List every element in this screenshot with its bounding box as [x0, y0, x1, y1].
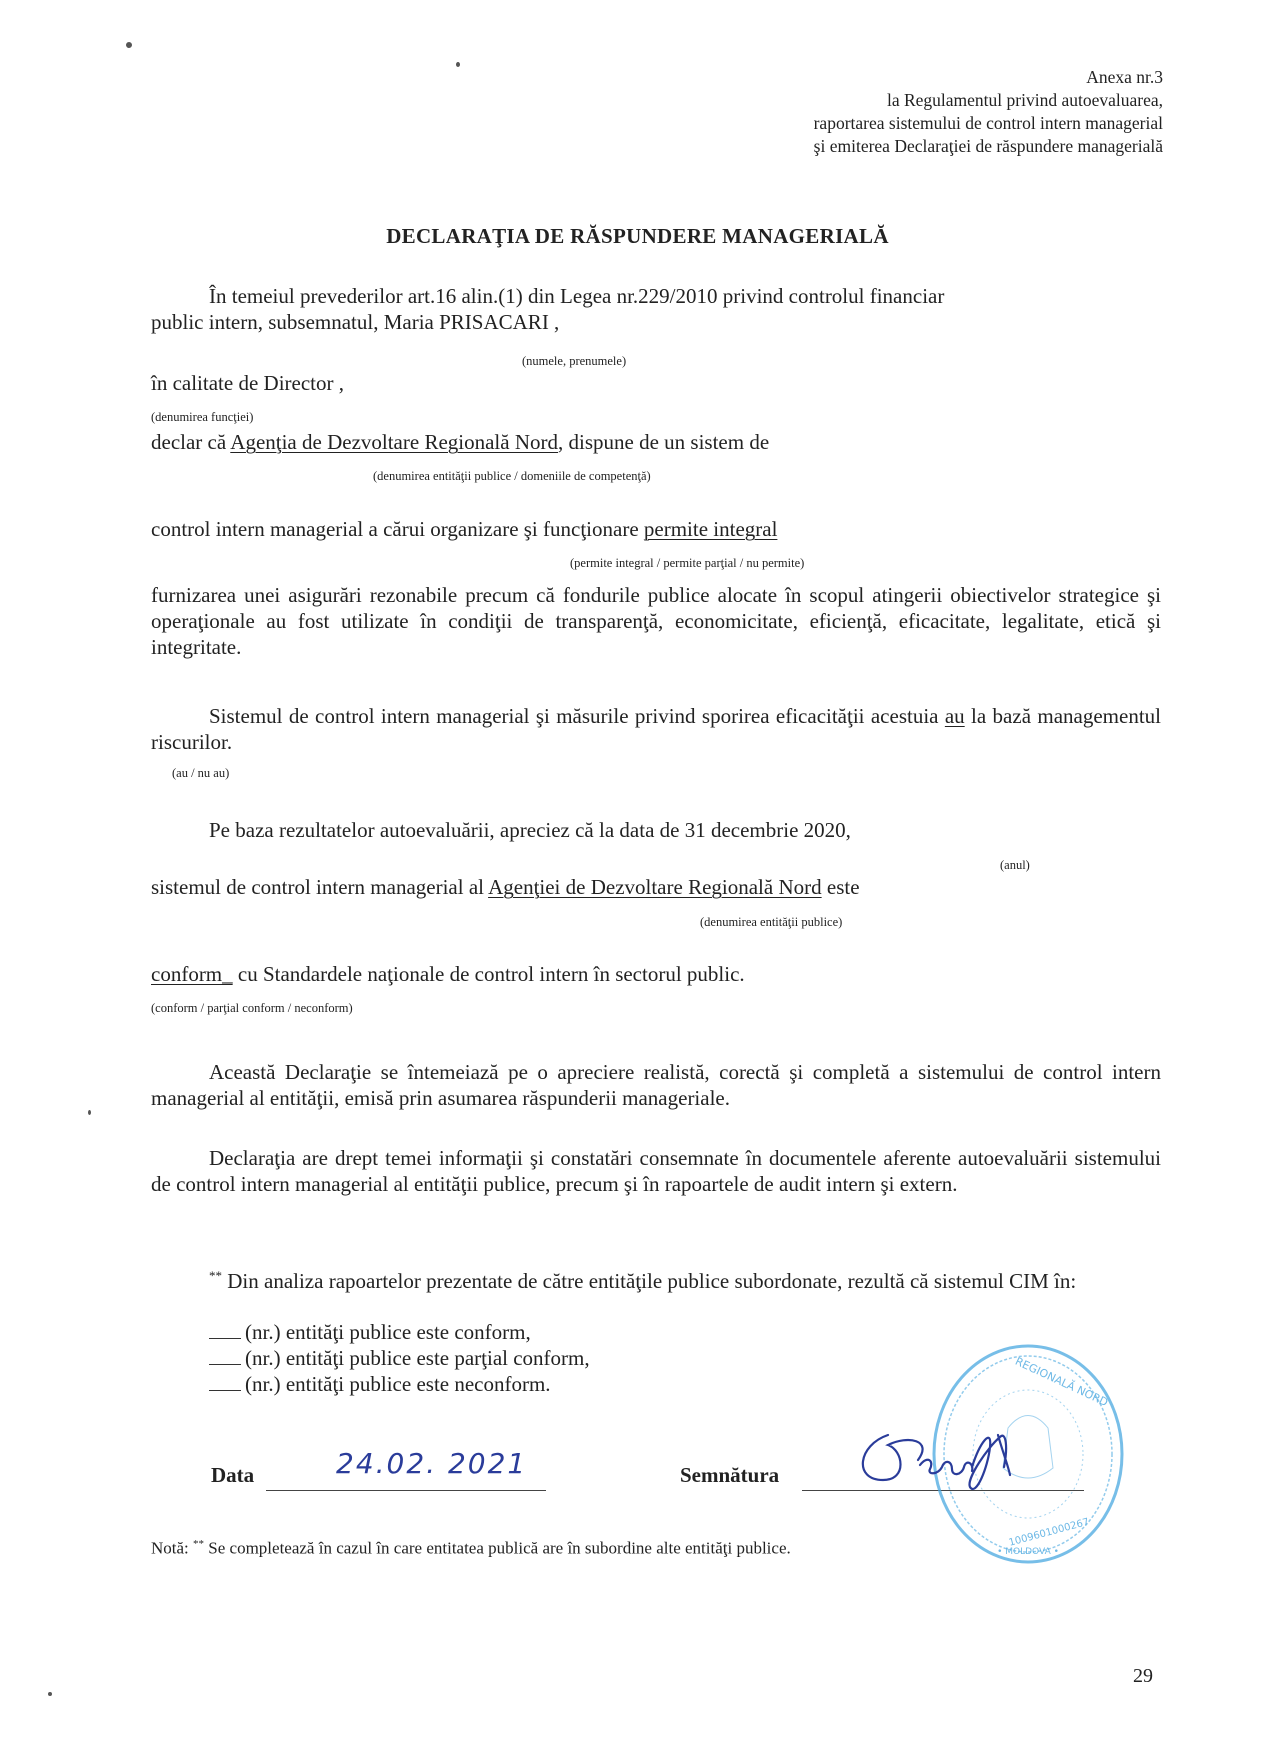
count-blank[interactable]	[209, 1346, 241, 1365]
count-blank[interactable]	[209, 1320, 241, 1339]
entity-name: Agenţia de Dezvoltare Regională Nord	[230, 430, 558, 454]
sources-text: Declaraţia are drept temei informaţii şi constatări consemnate în documentele aferente autoevaluării sistemului de control intern managerial al entităţii publice, precum şi în rapoartele de audit intern şi extern.	[151, 1146, 1161, 1196]
footnote	[151, 1538, 791, 1559]
risk-hint: (au / nu au)	[172, 766, 230, 780]
basis-paragraph	[151, 1059, 1161, 1111]
intro-line: În temeiul prevederilor art.16 alin.(1) din Legea nr.229/2010 privind controlul financiar	[209, 284, 945, 308]
annex-line: raportarea sistemului de control intern managerial	[813, 113, 1163, 133]
intro-prefix: public intern, subsemnatul,	[151, 310, 379, 334]
count-blank[interactable]	[209, 1372, 241, 1391]
subordinate-item	[209, 1371, 590, 1397]
conformity-hint: (conform / parţial conform / neconform)	[151, 1001, 353, 1015]
scan-speck	[88, 1110, 91, 1115]
declare-suffix: , dispune de un sistem de	[558, 430, 770, 454]
conformity-value: conform_	[151, 962, 233, 986]
date-line	[266, 1490, 546, 1491]
role-value: Director ,	[263, 371, 344, 395]
annex-line: şi emiterea Declaraţiei de răspundere managerială	[813, 136, 1163, 156]
subordinate-item	[209, 1319, 590, 1345]
manager-name: Maria PRISACARI ,	[383, 310, 560, 334]
scan-speck	[48, 1692, 52, 1696]
svg-text:REGIONALĂ NORD: REGIONALĂ NORD	[1013, 1354, 1111, 1410]
scan-speck	[126, 42, 132, 48]
page-number: 29	[1133, 1665, 1153, 1687]
subordinate-item	[209, 1345, 590, 1371]
subordinate-text: Din analiza rapoartelor prezentate de către entităţile publice subordonate, rezultă că sistemul CIM în:	[227, 1269, 1077, 1293]
handwritten-signature	[848, 1405, 1038, 1515]
intro-line-2	[151, 309, 1161, 335]
document-title: DECLARAŢIA DE RĂSPUNDERE MANAGERIALĂ	[386, 224, 889, 248]
declare-prefix: declar că	[151, 430, 227, 454]
role-line	[151, 370, 344, 396]
subordinate-item-text: (nr.) entităţi publice este neconform.	[245, 1372, 551, 1396]
date-handwritten: 24.02. 2021	[336, 1447, 528, 1480]
conformity-suffix: cu Standardele naţionale de control intern în sectorul public.	[237, 962, 745, 986]
assessment-line: Pe baza rezultatelor autoevaluării, apreciez că la data de 31 decembrie 2020,	[209, 818, 851, 842]
control-value: permite integral	[643, 517, 778, 541]
basis-text: Această Declaraţie se întemeiază pe o apreciere realistă, corectă şi completă a sistemului de control intern managerial al entităţii, emisă prin asumarea răspunderii manageriale.	[151, 1060, 1161, 1110]
control-hint: (permite integral / permite parţial / nu permite)	[570, 556, 805, 570]
role-hint: (denumirea funcţiei)	[151, 410, 254, 424]
year-hint: (anul)	[1000, 858, 1030, 872]
note-mark: **	[193, 1538, 205, 1550]
system-suffix: este	[826, 875, 860, 899]
svg-text:• MOLDOVA •: • MOLDOVA •	[997, 1547, 1059, 1557]
annex-line: Anexa nr.3	[1086, 67, 1163, 87]
name-hint: (numele, prenumele)	[522, 354, 627, 368]
annex-line: la Regulamentul privind autoevaluarea,	[886, 90, 1163, 110]
entity-name-genitive: Agenţiei de Dezvoltare Regională Nord	[488, 875, 822, 899]
entity-hint-2: (denumirea entităţii publice)	[700, 915, 843, 929]
footnote-mark: **	[209, 1268, 222, 1283]
system-prefix: sistemul de control intern managerial al	[151, 875, 484, 899]
declare-line	[151, 429, 769, 455]
annex-header	[814, 66, 1163, 158]
note-label: Notă:	[151, 1538, 189, 1558]
signature-label: Semnătura	[680, 1463, 780, 1487]
control-prefix: control intern managerial a cărui organizare şi funcţionare	[151, 517, 639, 541]
risk-prefix: Sistemul de control intern managerial şi măsurile privind sporirea eficacităţii acestuia	[209, 704, 939, 728]
control-line	[151, 516, 777, 542]
note-text: Se completează în cazul în care entitatea publică are în subordine alte entităţi publice.	[208, 1538, 791, 1558]
role-prefix: în calitate de	[151, 371, 259, 395]
sources-paragraph	[151, 1145, 1161, 1197]
scan-speck	[456, 62, 460, 67]
entity-hint: (denumirea entităţii publice / domeniile de competenţă)	[373, 469, 651, 483]
conformity-line	[151, 961, 745, 987]
system-line	[151, 874, 860, 900]
risk-value: au	[944, 704, 965, 728]
assurance-paragraph: furnizarea unei asigurări rezonabile precum că fondurile publice alocate în scopul atingerii obiectivelor strategice şi operaţionale au fost utilizate în condiţii de transparenţă, economicitate, eficienţă, eficacitate, legalitate, etică şi integritate.	[151, 583, 1161, 659]
subordinate-item-text: (nr.) entităţi publice este parţial conform,	[245, 1346, 590, 1370]
svg-text:1009601000267: 1009601000267	[1007, 1516, 1091, 1549]
subordinate-paragraph	[151, 1263, 1161, 1294]
subordinate-item-text: (nr.) entităţi publice este conform,	[245, 1320, 531, 1344]
intro-paragraph	[151, 283, 1161, 335]
subordinate-list	[209, 1319, 590, 1397]
risk-paragraph	[151, 703, 1161, 755]
date-label: Data	[211, 1463, 255, 1487]
risk-suffix: la bază managementul riscurilor.	[151, 704, 1162, 754]
